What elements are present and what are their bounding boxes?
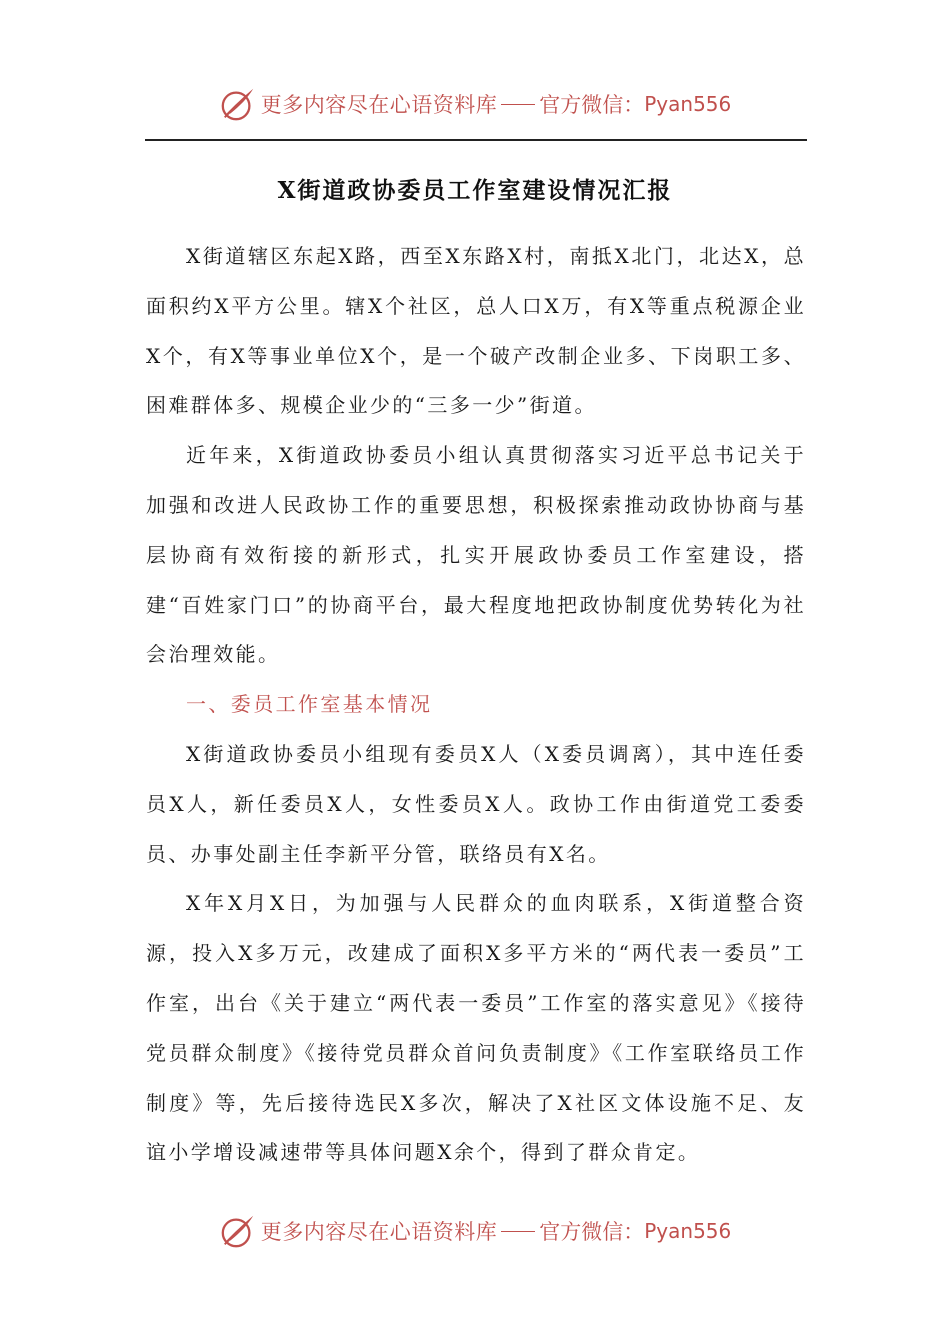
paragraph-studio-establishment: X年X月X日，为加强与人民群众的血肉联系，X街道整合资源，投入X多万元，改建成了面积X多平方米的“两代表一委员”工作室，出台《关于建立“两代表一委员”工作室的落实意见》《接待党员群众制度》《接待党员群众首问负责制度》《工作室联络员工作制度》等，先后接待选民X多次，解决了X社区文体设施不足、友谊小学增设减速带等具体问题X余个，得到了群众肯定。: [146, 891, 806, 1165]
paragraph-district-overview: X街道辖区东起X路，西至X东路X村，南抵X北门，北达X，总面积约X平方公里。辖X个社区，总人口X万，有X等重点税源企业X个，有X等事业单位X个，是一个破产改制企业多、下岗职工多、困难群体多、规模企业少的“三多一少”街道。: [146, 244, 806, 418]
banner-dash: [501, 104, 535, 105]
quill-pen-logo-icon: [219, 85, 257, 123]
document-body: [146, 232, 806, 1178]
quill-pen-logo-icon: [219, 1212, 257, 1250]
banner-account: Pyan556: [644, 92, 732, 116]
banner-brand-text: 更多内容尽在心语资料库: [260, 93, 498, 117]
paragraph-recent-work: 近年来，X街道政协委员小组认真贯彻落实习近平总书记关于加强和改进人民政协工作的重要思想，积极探索推动政协协商与基层协商有效衔接的新形式，扎实开展政协委员工作室建设，搭建“百姓家门口”的协商平台，最大程度地把政协制度优势转化为社会治理效能。: [146, 443, 806, 667]
banner-wechat-label: 官方微信：: [539, 93, 645, 117]
header-banner: [0, 84, 950, 124]
banner-wechat-label: 官方微信：: [539, 1220, 645, 1244]
paragraph-committee-members: X街道政协委员小组现有委员X人（X委员调离），其中连任委员X人，新任委员X人，女性委员X人。政协工作由街道党工委委员、办事处副主任李新平分管，联络员有X名。: [146, 741, 806, 866]
header-divider: [145, 139, 807, 141]
banner-brand-text: 更多内容尽在心语资料库: [260, 1220, 498, 1244]
banner-dash: [501, 1231, 535, 1232]
document-title: X街道政协委员工作室建设情况汇报: [277, 177, 673, 204]
footer-banner: [0, 1211, 950, 1251]
section-heading-basic-info: 一、委员工作室基本情况: [186, 692, 433, 717]
banner-account: Pyan556: [644, 1219, 732, 1243]
